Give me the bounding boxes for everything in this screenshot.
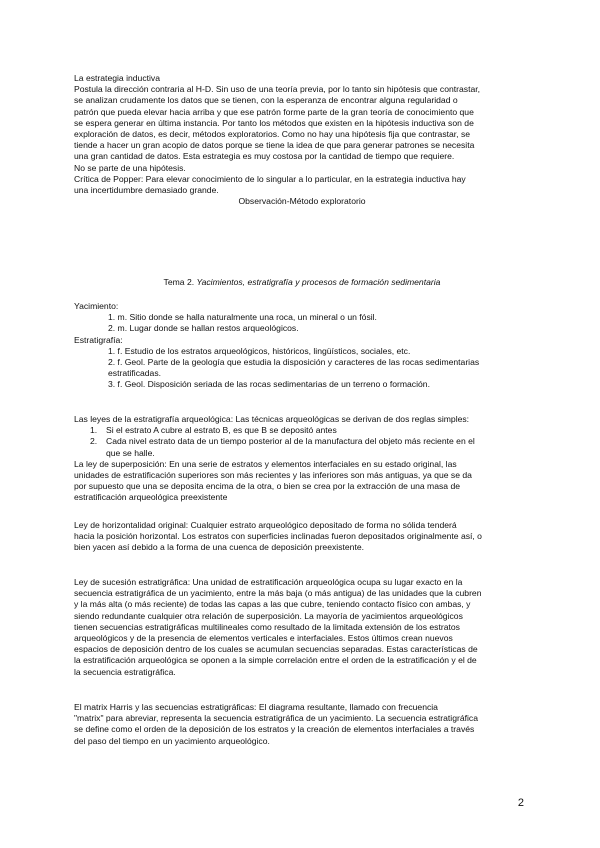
laws-block bbox=[74, 414, 530, 504]
paragraph-line: unidades de estratificación superiores son más recientes y las inferiores son más antiguas, ya que se da bbox=[74, 470, 472, 481]
harris-matrix-paragraph bbox=[74, 702, 530, 747]
centered-caption: Observación-Método exploratorio bbox=[238, 196, 366, 207]
definitions-block bbox=[74, 301, 530, 391]
paragraph-line: El matrix Harris y las secuencias estratigráficas: El diagrama resultante, llamado con frecuencia bbox=[74, 702, 438, 712]
paragraph-line: por supuesto que una se deposita encima de la otra, o bien se crea por la extracción de una masa de bbox=[74, 481, 461, 492]
paragraph-line: tiende a hacer un gran acopio de datos porque se tiene la idea de que para generar patrones se necesita bbox=[74, 140, 475, 151]
definition-item: 2. f. Geol. Parte de la geología que estudia la disposición y caracteres de las rocas sedimentarias bbox=[108, 357, 480, 368]
paragraph-line: Crítica de Popper: Para elevar conocimiento de lo singular a lo particular, en la estrategia inductiva hay bbox=[74, 173, 466, 184]
term-label: Estratigrafía: bbox=[74, 334, 123, 345]
definition-item: 1. f. Estudio de los estratos arqueológicos, históricos, lingüísticos, sociales, etc. bbox=[108, 345, 411, 356]
rule-number: 1. bbox=[90, 425, 98, 436]
rule-text: Si el estrato A cubre al estrato B, es que B se depositó antes bbox=[106, 425, 337, 436]
paragraph-line: se define como el orden de la deposición de los estratos y la creación de elementos interfaciales a través bbox=[74, 724, 475, 735]
paragraph-line: se analizan crudamente los datos que se tienen, con la esperanza de encontrar alguna regularidad o bbox=[74, 95, 458, 106]
paragraph-line: No se parte de una hipótesis. bbox=[74, 162, 186, 173]
paragraph-line: y la más alta (o más reciente) de todas las capas a las que cubre, teniendo contacto físico con ambas, y bbox=[74, 599, 471, 610]
term-label: Yacimiento: bbox=[74, 301, 119, 311]
paragraph-line: hacia la posición horizontal. Los estratos con superficies inclinadas fueron depositados originalmente así, o bbox=[74, 531, 482, 542]
paragraph-line: estratificación arqueológica preexistente bbox=[74, 492, 228, 503]
paragraph-line: espacios de deposición dentro de los cuales se acumulan secuencias separadas. Estas características de bbox=[74, 644, 478, 655]
rule-text: Cada nivel estrato data de un tiempo posterior al de la manufactura del objeto más reciente en el bbox=[106, 436, 475, 447]
paragraph-line: Ley de sucesión estratigráfica: Una unidad de estratificación arqueológica ocupa su lugar exacto en la bbox=[74, 577, 463, 587]
horizontality-paragraph bbox=[74, 520, 530, 554]
page-number: 2 bbox=[517, 797, 524, 809]
rule-text-continued: que se halle. bbox=[106, 447, 155, 458]
paragraph-line: una incertidumbre demasiado grande. bbox=[74, 185, 219, 196]
section-title: La estrategia inductiva bbox=[74, 73, 160, 83]
paragraph-line: La ley de superposición: En una serie de estratos y elementos interfaciales en su estado original, las bbox=[74, 458, 457, 469]
rule-number: 2. bbox=[90, 436, 98, 447]
paragraph-line: "matrix" para abreviar, representa la secuencia estratigráfica de un yacimiento. La secuencia estratigráfica bbox=[74, 713, 479, 724]
definition-item: 2. m. Lugar donde se hallan restos arqueológicos. bbox=[108, 323, 299, 334]
chapter-title: Yacimientos, estratigrafía y procesos de formación sedimentaria bbox=[196, 277, 441, 287]
paragraph-line: tienen secuencias estratigráficas multilineales como resultado de la limitada extensión de los estratos bbox=[74, 621, 460, 632]
paragraph-line: la secuencia estratigráfica. bbox=[74, 666, 176, 677]
laws-intro: Las leyes de la estratigrafía arqueológica: Las técnicas arqueológicas se derivan de dos reglas simples: bbox=[74, 414, 470, 424]
paragraph-line: siendo redundante cualquier otra relación de superposición. La mayoría de yacimientos arqueológicos bbox=[74, 610, 463, 621]
section-inductive-strategy bbox=[74, 73, 530, 207]
rule-item bbox=[74, 425, 530, 436]
paragraph-line: bien yacen así debido a la forma de una cuenca de deposición preexistente. bbox=[74, 542, 364, 553]
definition-item: 1. m. Sitio donde se halla naturalmente una roca, un mineral o un fósil. bbox=[108, 312, 377, 323]
paragraph-line: la estratificación arqueológica se oponen a la simple correlación entre el orden de la estratificación y el de bbox=[74, 655, 477, 666]
paragraph-line: patrón que pueda elevar hacia arriba y que ese patrón forme parte de la gran teoría de conocimiento que bbox=[74, 106, 474, 117]
chapter-heading bbox=[74, 277, 530, 288]
paragraph-line: arqueológicos y de la presencia de elementos verticales e interfaciales. Estos últimos crean nuevos bbox=[74, 633, 453, 644]
paragraph-line: Ley de horizontalidad original: Cualquier estrato arqueológico depositado de forma no sólida tenderá bbox=[74, 520, 457, 530]
paragraph-line: del paso del tiempo en un yacimiento arqueológico. bbox=[74, 735, 270, 746]
paragraph-line: se espera generar en última instancia. Por tanto los métodos que existen en la hipótesis inductiva son de bbox=[74, 117, 474, 128]
definition-item: 3. f. Geol. Disposición seriada de las rocas sedimentarias de un terreno o formación. bbox=[108, 379, 430, 390]
paragraph-line: secuencia estratigráfica de un yacimiento, entre la más baja (o más antigua) de las unidades que la cubren bbox=[74, 588, 482, 599]
chapter-prefix: Tema 2. bbox=[163, 277, 195, 287]
succession-paragraph bbox=[74, 577, 530, 678]
paragraph-line: una gran cantidad de datos. Esta estrategia es muy costosa por la cantidad de tiempo que requiere. bbox=[74, 151, 455, 162]
definition-item-continued: estratificadas. bbox=[108, 368, 162, 379]
paragraph-line: Postula la dirección contraria al H-D. Sin uso de una teoría previa, por lo tanto sin hipótesis que contrastar, bbox=[74, 84, 481, 95]
paragraph-line: exploración de datos, es decir, métodos exploratorios. Como no hay una hipótesis fija que contrastar, se bbox=[74, 129, 471, 140]
rule-item bbox=[74, 436, 530, 447]
